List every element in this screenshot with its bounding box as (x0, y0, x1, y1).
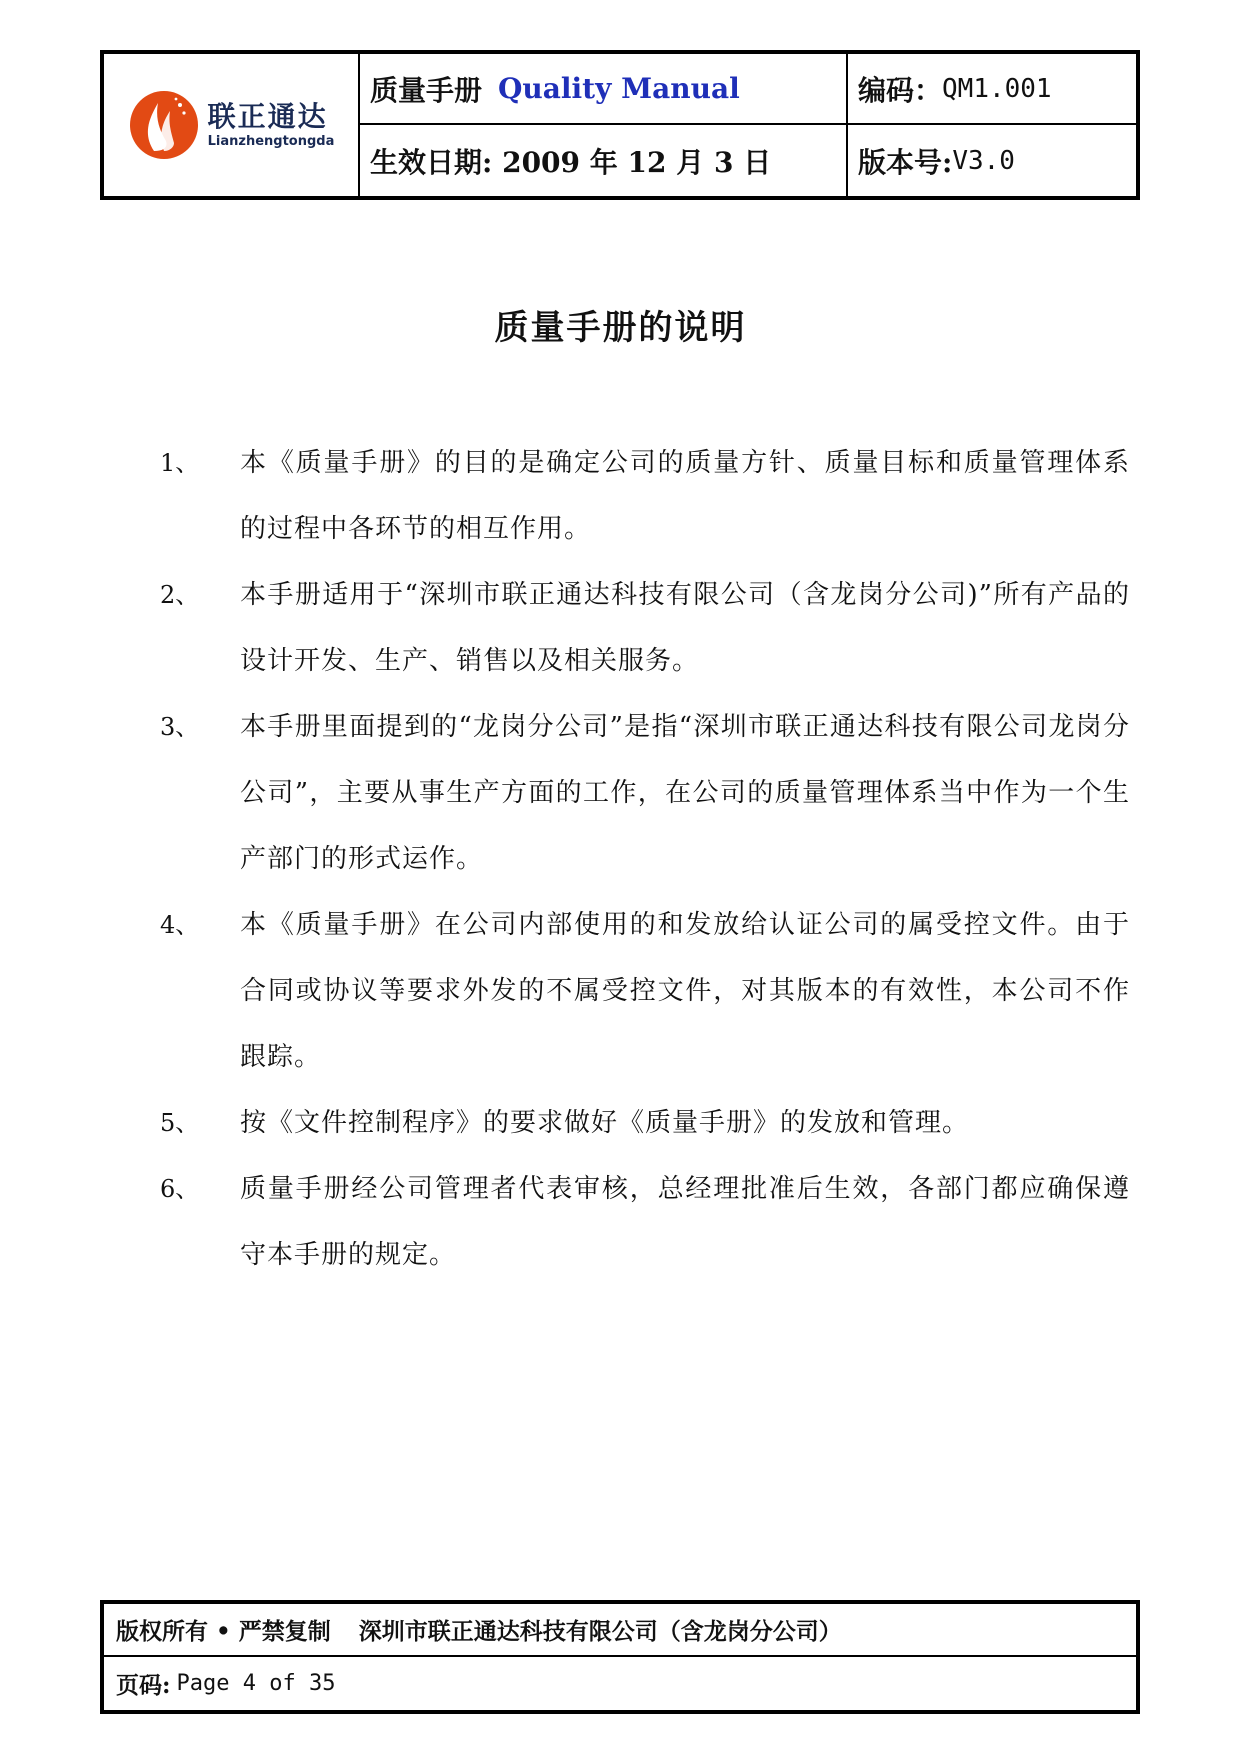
version-value: V3.0 (952, 145, 1015, 176)
page-title: 质量手册的说明 (494, 308, 747, 348)
list-item (160, 694, 1130, 892)
list-item-text: 本《质量手册》的目的是确定公司的质量方针、质量目标和质量管理体系的过程中各环节的相互作用。 (240, 448, 1130, 544)
list-item (160, 562, 1130, 694)
company-name: 深圳市联正通达科技有限公司（含龙岗分公司） (358, 1618, 842, 1645)
logo-en-text: Lianzhengtongda (207, 134, 335, 149)
logo-cn-text: 联正通达 (207, 100, 328, 133)
version-cell (848, 125, 1136, 196)
list-item (160, 892, 1130, 1090)
instruction-list (160, 430, 1130, 1288)
version-label: 版本号: (858, 145, 953, 179)
list-item-text: 本《质量手册》在公司内部使用的和发放给认证公司的属受控文件。由于合同或协议等要求外发的不属受控文件，对其版本的有效性，本公司不作跟踪。 (240, 910, 1130, 1072)
list-item (160, 1156, 1130, 1288)
list-item (160, 430, 1130, 562)
flame-logo-icon (128, 89, 200, 161)
page-number: Page 4 of 35 (176, 1671, 336, 1696)
footer-page-row (104, 1657, 1136, 1710)
document-code-cell (848, 54, 1136, 125)
logo-cell (104, 54, 360, 196)
effective-date-cell (360, 125, 848, 196)
list-item-text: 按《文件控制程序》的要求做好《质量手册》的发放和管理。 (240, 1108, 970, 1138)
list-item-number: 3、 (160, 713, 200, 741)
document-footer (100, 1600, 1140, 1714)
manual-title-cell (360, 54, 848, 125)
list-item-number: 6、 (160, 1175, 200, 1203)
copyright-text: 版权所有 • 严禁复制 (116, 1618, 331, 1645)
list-item-number: 4、 (160, 911, 200, 939)
company-logo (128, 89, 335, 161)
list-item-text: 本手册适用于“深圳市联正通达科技有限公司（含龙岗分公司)”所有产品的设计开发、生产、销售以及相关服务。 (240, 580, 1130, 676)
list-item-number: 5、 (160, 1109, 200, 1137)
list-item (160, 1090, 1130, 1156)
footer-copyright-row (104, 1604, 1136, 1657)
list-item-text: 质量手册经公司管理者代表审核，总经理批准后生效，各部门都应确保遵守本手册的规定。 (240, 1174, 1130, 1270)
manual-title-cn: 质量手册 (370, 73, 483, 107)
list-item-text: 本手册里面提到的“龙岗分公司”是指“深圳市联正通达科技有限公司龙岗分公司”，主要从事生产方面的工作，在公司的质量管理体系当中作为一个生产部门的形式运作。 (240, 712, 1130, 874)
list-item-number: 2、 (160, 581, 200, 609)
page-label: 页码: (116, 1672, 171, 1699)
list-item-number: 1、 (160, 449, 200, 477)
document-code-value: QM1.001 (942, 73, 1052, 104)
document-header (100, 50, 1140, 200)
effective-date: 生效日期: 2009 年 12 月 3 日 (370, 145, 772, 179)
document-code-label: 编码： (858, 73, 943, 107)
manual-title-en: Quality Manual (498, 72, 740, 105)
